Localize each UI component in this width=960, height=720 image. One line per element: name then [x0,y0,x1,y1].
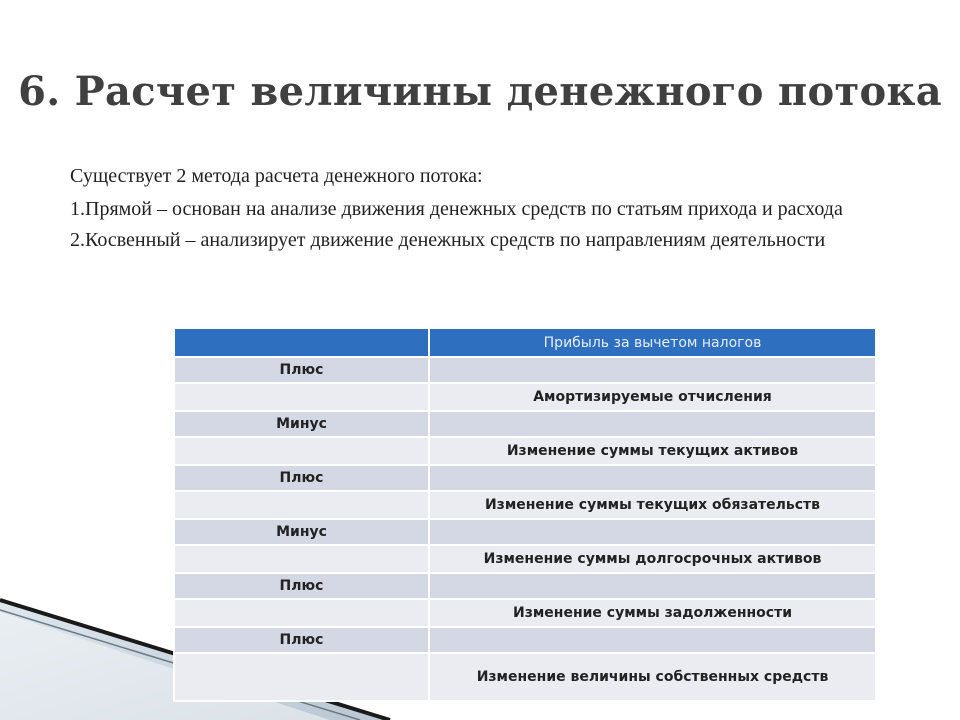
empty-cell [429,627,876,653]
operator-cell: Плюс [174,357,429,383]
table-row [174,573,876,599]
table-row [174,653,876,701]
operator-cell: Минус [174,411,429,437]
operator-cell: Минус [174,519,429,545]
empty-cell [174,383,429,411]
item-cell: Изменение суммы задолженности [429,599,876,627]
empty-cell [429,573,876,599]
operator-cell: Плюс [174,627,429,653]
table-row [174,411,876,437]
empty-cell [429,357,876,383]
table-row [174,357,876,383]
intro-line: Существует 2 метода расчета денежного потока: [70,165,483,187]
table-row [174,465,876,491]
empty-cell [429,411,876,437]
item-cell: Изменение суммы долгосрочных активов [429,545,876,573]
method-direct: 1.Прямой – основан на анализе движения денежных средств по статьям прихода и расхода [70,198,843,220]
empty-cell [174,491,429,519]
table-row [174,437,876,465]
method-indirect: 2.Косвенный – анализирует движение денежных средств по направлениям деятельности [70,229,826,251]
empty-cell [429,465,876,491]
table-row [174,627,876,653]
empty-cell [174,545,429,573]
header-profit-cell: Прибыль за вычетом налогов [429,328,876,357]
slide-title: 6. Расчет величины денежного потока [18,68,942,115]
item-cell: Изменение величины собственных средств [429,653,876,701]
empty-cell [174,653,429,701]
item-cell: Изменение суммы текущих активов [429,437,876,465]
empty-cell [174,437,429,465]
empty-cell [429,519,876,545]
table-row [174,599,876,627]
table-header-row [174,328,876,357]
intro-text [70,163,910,258]
cash-flow-table [173,327,877,702]
table-row [174,491,876,519]
table-row [174,383,876,411]
header-empty-cell [174,328,429,357]
empty-cell [174,599,429,627]
table-row [174,545,876,573]
operator-cell: Плюс [174,465,429,491]
item-cell: Амортизируемые отчисления [429,383,876,411]
operator-cell: Плюс [174,573,429,599]
table-row [174,519,876,545]
item-cell: Изменение суммы текущих обязательств [429,491,876,519]
